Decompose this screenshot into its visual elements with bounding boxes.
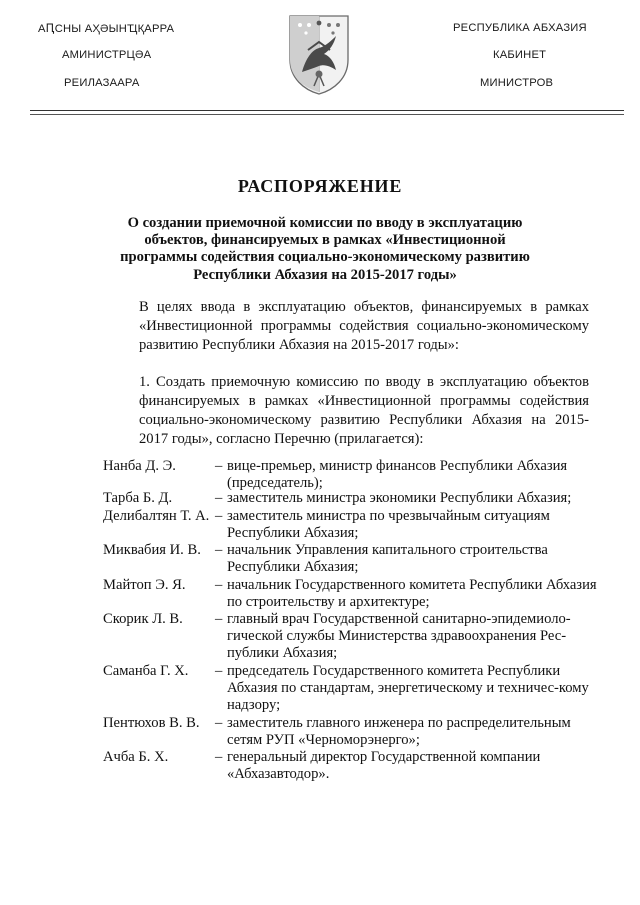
member-name: Делибалтян Т. А. bbox=[103, 508, 210, 524]
preamble-paragraph bbox=[103, 298, 589, 355]
abkhazia-coat-of-arms-icon bbox=[286, 14, 352, 96]
document-subject: О создании приемочной комиссии по вводу в эксплуатацию объектов, финансируемых в рамках «Инвестиционной программы содействия социально-экономическому развитию Республики Абхазия на 2015-2017 годы» bbox=[120, 215, 530, 283]
member-name: Нанба Д. Э. bbox=[103, 458, 176, 474]
header-divider bbox=[30, 110, 624, 111]
header-divider-thin bbox=[30, 114, 624, 115]
member-role: начальник Государственного комитета Республики Абхазия по строительству и архитектуре; bbox=[227, 577, 597, 610]
item-1-text: 1. Создать приемочную комиссию по вводу в эксплуатацию объектов финансируемых в рамках «Инвестиционной программы содействия социально-экономическому развитию Республики Абхазия на 2015-2017 годы», согласно Перечню (прилагается): bbox=[139, 374, 589, 447]
document-title: РАСПОРЯЖЕНИЕ bbox=[237, 176, 403, 196]
member-dash: – bbox=[215, 749, 223, 765]
member-role: вице-премьер, министр финансов Республики Абхазия (председатель); bbox=[227, 458, 568, 491]
member-dash: – bbox=[215, 508, 223, 524]
member-role: заместитель главного инженера по распределительным сетям РУП «Черноморэнерго»; bbox=[227, 715, 571, 748]
header-abkhaz-line-3: РЕИЛАЗААРА bbox=[64, 77, 140, 89]
member-name: Майтоп Э. Я. bbox=[103, 577, 186, 593]
member-role: генеральный директор Государственной компании «Абхазавтодор». bbox=[227, 749, 541, 782]
member-dash: – bbox=[215, 458, 223, 474]
member-name: Миквабия И. В. bbox=[103, 542, 201, 558]
header-russian-line-1: РЕСПУБЛИКА АБХАЗИЯ bbox=[453, 22, 587, 34]
item-1-paragraph bbox=[103, 373, 589, 449]
member-name: Пентюхов В. В. bbox=[103, 715, 200, 731]
member-role: председатель Государственного комитета Республики Абхазия по стандартам, энергетическому и техничес-кому надзору; bbox=[227, 663, 589, 713]
member-role: заместитель министра по чрезвычайным ситуациям Республики Абхазия; bbox=[227, 508, 550, 541]
header-abkhaz-line-1: АԤСНЫ АҲӘЫНҴҚАРРА bbox=[38, 23, 175, 35]
member-role: главный врач Государственной санитарно-эпидемиоло-гической службы Министерства здравоохранения Рес-публики Абхазия; bbox=[227, 611, 571, 661]
member-name: Ачба Б. Х. bbox=[103, 749, 169, 765]
header-russian-line-2: КАБИНЕТ bbox=[493, 49, 547, 61]
member-dash: – bbox=[215, 577, 223, 593]
member-role: начальник Управления капитального строительства Республики Абхазия; bbox=[227, 542, 548, 575]
member-role: заместитель министра экономики Республики Абхазия; bbox=[227, 490, 572, 506]
member-name: Саманба Г. Х. bbox=[103, 663, 189, 679]
header-russian-line-3: МИНИСТРОВ bbox=[480, 77, 554, 89]
member-dash: – bbox=[215, 715, 223, 731]
member-dash: – bbox=[215, 542, 223, 558]
member-name: Тарба Б. Д. bbox=[103, 490, 173, 506]
member-dash: – bbox=[215, 663, 223, 679]
member-dash: – bbox=[215, 490, 223, 506]
header-abkhaz-line-2: АМИНИСТРЦӘА bbox=[62, 49, 152, 61]
member-dash: – bbox=[215, 611, 223, 627]
member-name: Скорик Л. В. bbox=[103, 611, 183, 627]
preamble-text: В целях ввода в эксплуатацию объектов, финансируемых в рамках «Инвестиционной программы содействия социально-экономическому развитию Республики Абхазия на 2015-2017 годы»: bbox=[139, 299, 589, 353]
